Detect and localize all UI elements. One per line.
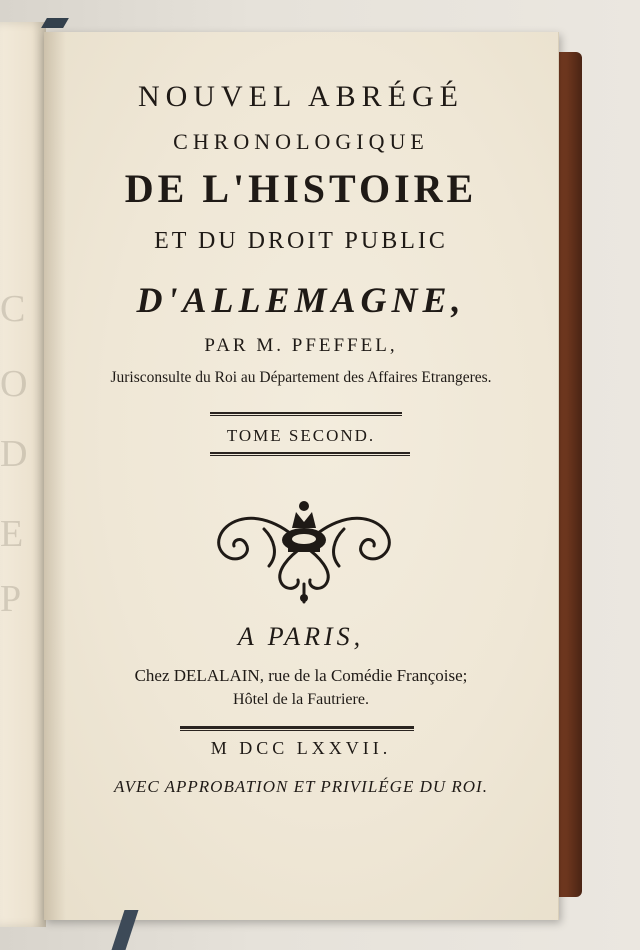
double-rule-top: [210, 412, 402, 416]
volume-label: TOME SECOND.: [226, 426, 376, 445]
ribbon-bookmark-top: [41, 18, 69, 28]
bleed-through-mark: P: [0, 578, 24, 620]
publisher-line: Chez DELALAIN, rue de la Comédie Françoise;: [134, 666, 468, 685]
title-page: [44, 32, 559, 920]
bleed-through-mark: D: [0, 433, 30, 475]
publisher-address: Hôtel de la Fautriere.: [233, 691, 369, 708]
royal-privilege: AVEC APPROBATION ET PRIVILÉGE DU ROI.: [114, 777, 488, 796]
title-line-3: DE L'HISTOIRE: [124, 166, 478, 211]
facing-page: [0, 22, 46, 927]
title-line-1: NOUVEL ABRÉGÉ: [137, 80, 465, 113]
title-line-2: CHRONOLOGIQUE: [173, 129, 429, 154]
bleed-through-mark: E: [0, 513, 26, 555]
double-rule-bottom: [210, 452, 410, 456]
author-description: Jurisconsulte du Roi au Département des Affaires Etrangeres.: [110, 369, 492, 386]
bleed-through-mark: O: [0, 363, 30, 405]
publication-year: M DCC LXXVII.: [210, 738, 392, 758]
title-line-5: D'ALLEMAGNE,: [136, 280, 466, 320]
imprint-rule: [180, 726, 414, 731]
crown-cartouche-ornament-icon: [204, 484, 404, 604]
imprint-place: A PARIS,: [237, 622, 365, 651]
author-line: PAR M. PFEFFEL,: [204, 335, 398, 356]
bleed-through-mark: C: [0, 288, 28, 330]
title-line-4: ET DU DROIT PUBLIC: [154, 228, 448, 254]
